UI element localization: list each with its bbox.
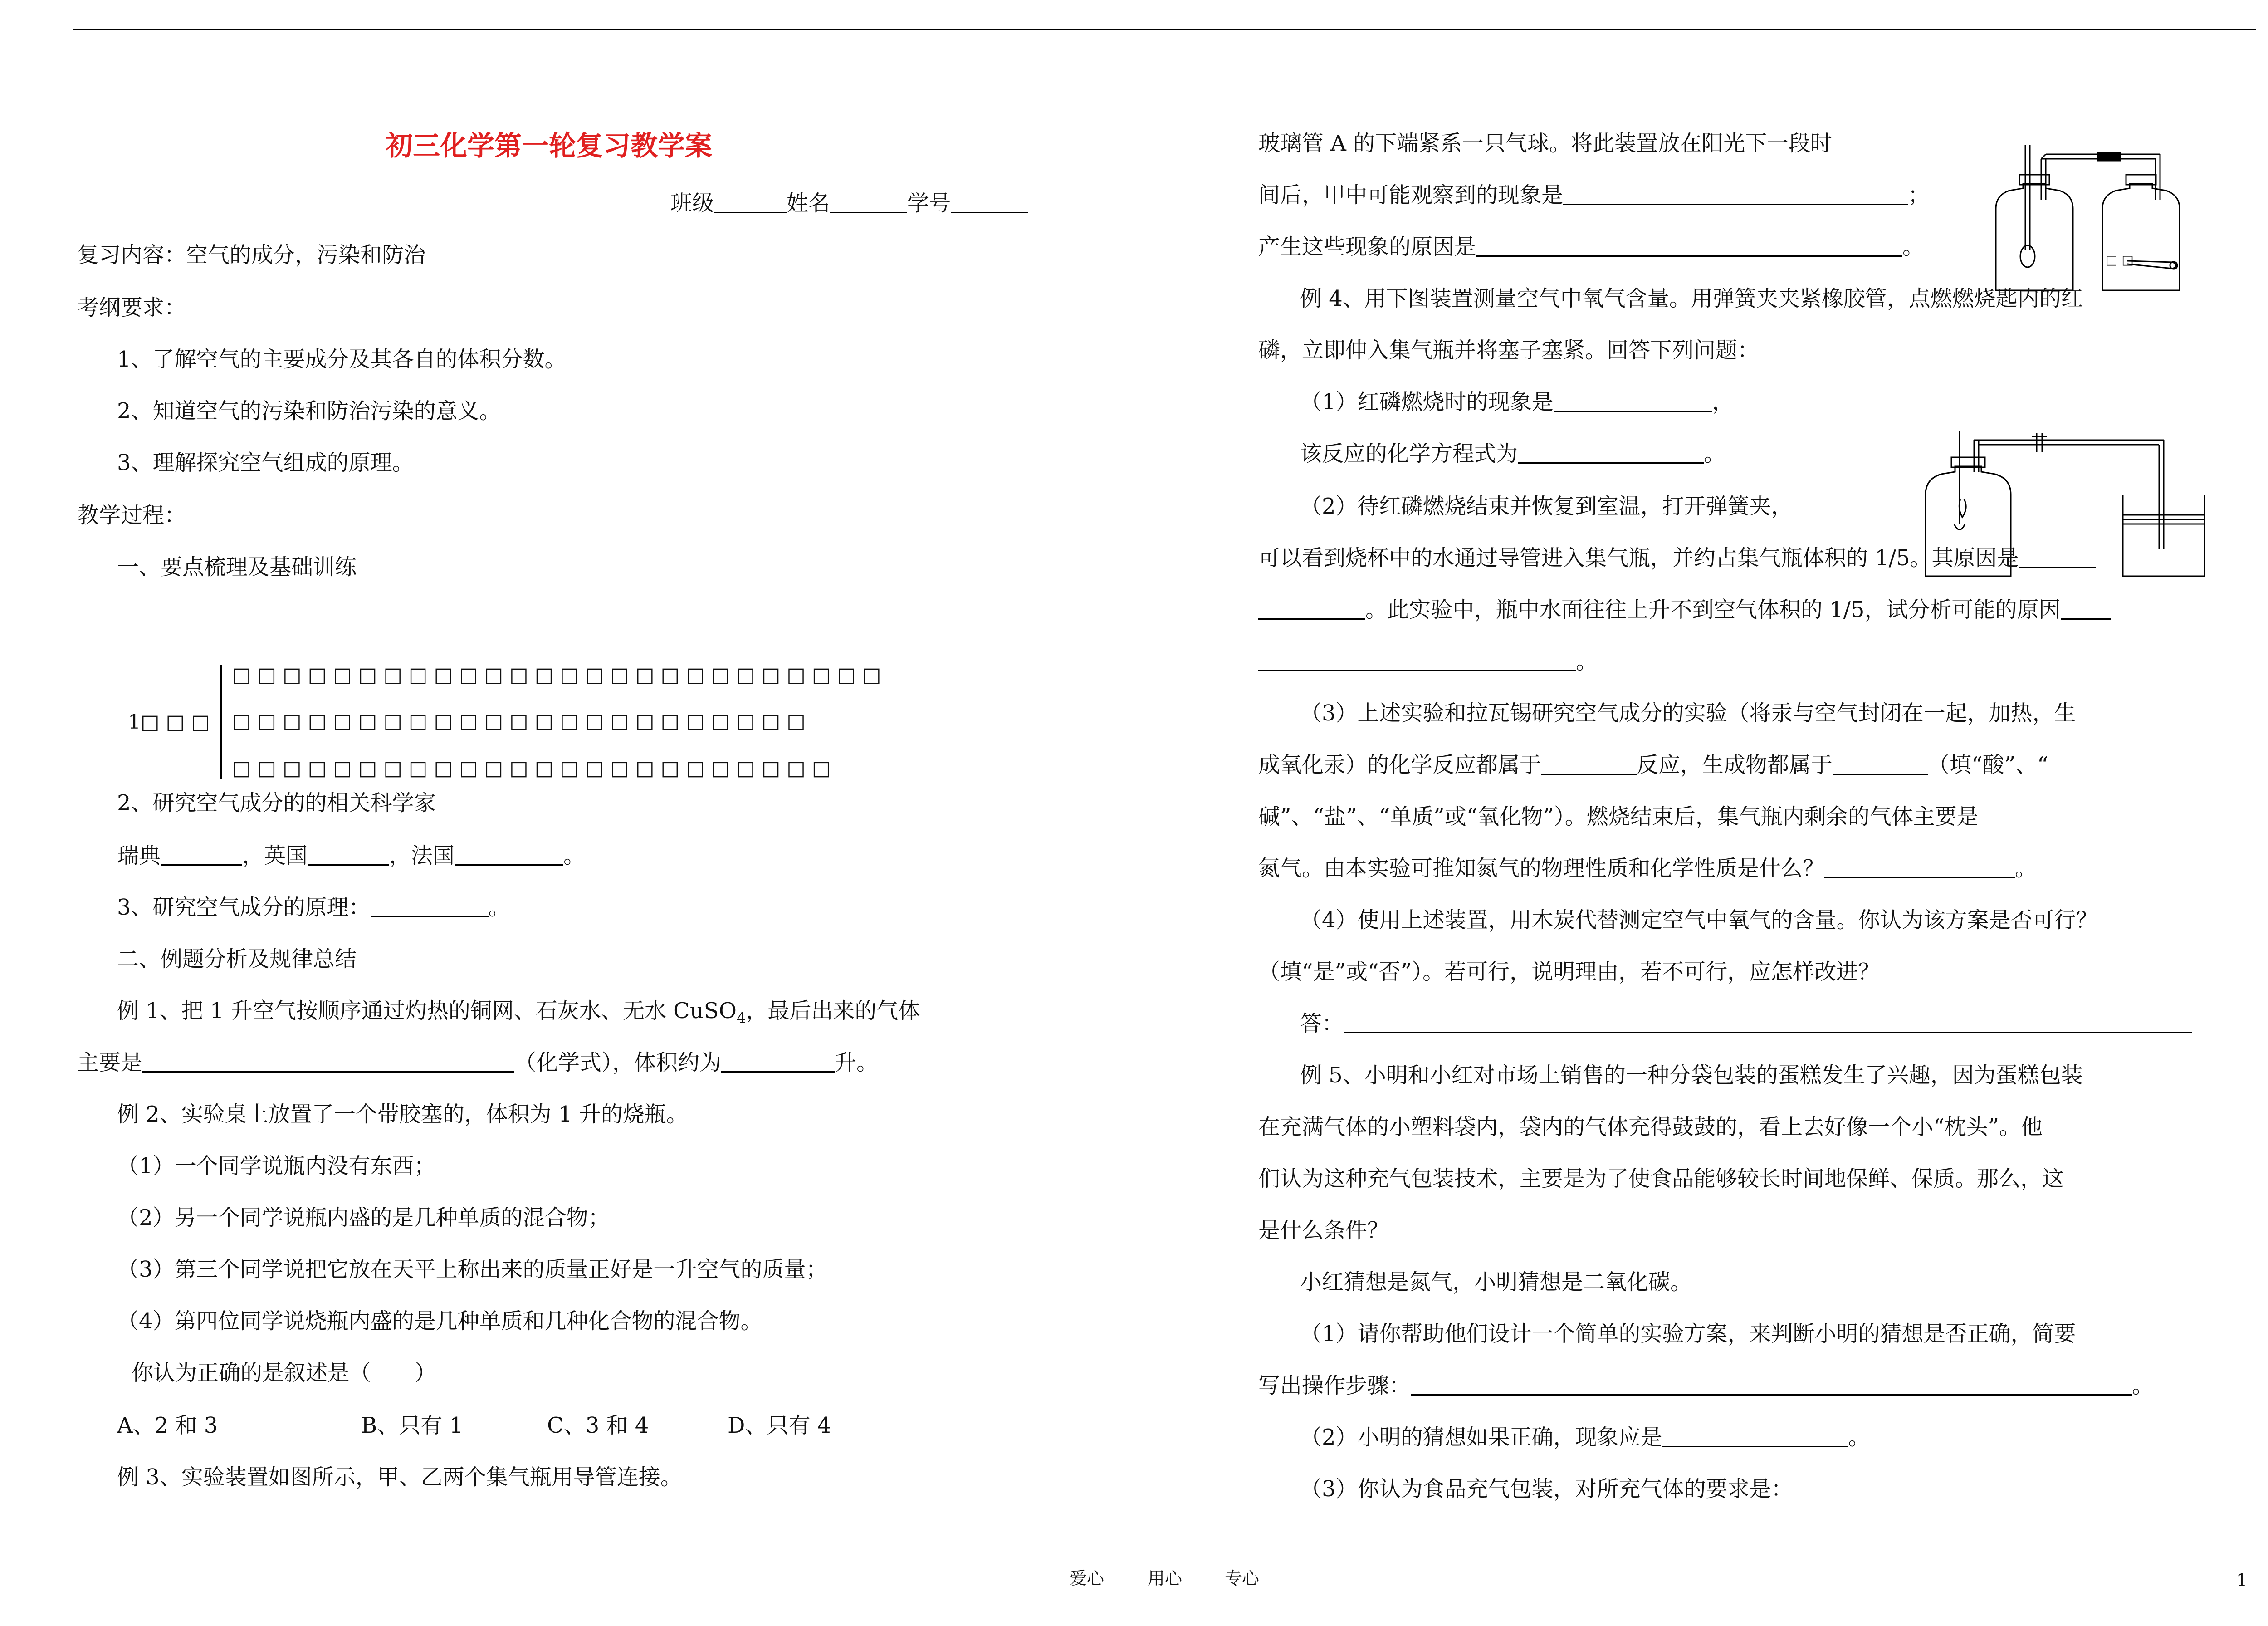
answer-blank[interactable] xyxy=(1344,1010,2192,1033)
france-blank[interactable] xyxy=(455,842,563,866)
example-2-item-4: （4）第四位同学说烧瓶内盛的是几种单质和几种化合物的混合物。 xyxy=(117,1308,763,1334)
example-1-subscript: 4 xyxy=(737,1009,746,1027)
q3-text-2: 反应，生成物都属于 xyxy=(1637,752,1833,778)
example-5-line-1: 例 5、小明和小红对市场上销售的一种分袋包装的蛋糕发生了兴趣，因为蛋糕包装 xyxy=(1300,1063,2083,1088)
question-3-end: 。 xyxy=(488,895,510,920)
example-4-q3-line-3: 碱”、“盐”、“单质”或“氧化物”）。燃烧结束后，集气瓶内剩余的气体主要是 xyxy=(1258,804,1979,829)
top-rule xyxy=(73,29,2256,30)
footer-love: 爱心 xyxy=(1070,1568,1105,1588)
right-line-1: 玻璃管 A 的下端紧系一只气球。将此装置放在阳光下一段时 xyxy=(1258,131,1833,156)
example-5-q2 xyxy=(1300,1424,1870,1451)
q3-text-4: 氮气。由本实验可推知氮气的物理性质和化学性质是什么？ xyxy=(1258,856,1825,881)
uk-label: ，英国 xyxy=(242,843,308,868)
option-b[interactable]: B、只有 1 xyxy=(361,1413,464,1438)
example-4-q3-line-1: （3）上述实验和拉瓦锡研究空气成分的实验（将汞与空气封闭在一起，加热，生 xyxy=(1300,700,2076,726)
apparatus-figure-1 xyxy=(1987,141,2186,299)
example-5-line-5: 小红猜想是氮气，小明猜想是二氧化碳。 xyxy=(1300,1269,1692,1295)
example-2-question: 你认为正确的是叙述是（ ） xyxy=(132,1360,437,1386)
example-4-q2-line-1: （2）待红磷燃烧结束并恢复到室温，打开弹簧夹， xyxy=(1300,494,1793,519)
example-5-line-2: 在充满气体的小塑料袋内，袋内的气体充得鼓鼓的，看上去好像一个小“枕头”。他 xyxy=(1258,1114,2043,1140)
example-1-text-b: ，最后出来的气体 xyxy=(746,998,920,1024)
number-blank[interactable] xyxy=(951,190,1028,213)
example-4-q3-line-2 xyxy=(1258,751,2048,779)
class-blank[interactable] xyxy=(714,190,787,213)
reaction-type-blank[interactable] xyxy=(1541,752,1637,775)
example-1-line-2 xyxy=(77,1049,878,1076)
example-3: 例 3、实验装置如图所示，甲、乙两个集气瓶用导管连接。 xyxy=(117,1464,682,1490)
example-4-q3-line-4 xyxy=(1258,855,2037,882)
example-2-item-3: （3）第三个同学说把它放在天平上称出来的质量正好是一升空气的质量； xyxy=(117,1257,828,1282)
example-4-q2-line-4 xyxy=(1258,648,1598,675)
outline-heading: 考纲要求： xyxy=(77,295,186,320)
example-1-line-1 xyxy=(117,997,920,1032)
section-1-heading: 一、要点梳理及基础训练 xyxy=(117,554,357,580)
brace-prefix: 1□ □ □ xyxy=(128,710,210,734)
option-d[interactable]: D、只有 4 xyxy=(728,1413,831,1438)
page-number: 1 xyxy=(2236,1570,2248,1590)
steps-label: 写出操作步骤： xyxy=(1258,1373,1411,1398)
example-5-line-3: 们认为这种充气包装技术，主要是为了使食品能够较长时间地保鲜、保质。那么，这 xyxy=(1258,1166,2064,1191)
q2-end: 。 xyxy=(1576,649,1598,674)
example-4-equation xyxy=(1300,440,1725,467)
france-label: ，法国 xyxy=(389,843,455,868)
example-1-text: 例 1、把 1 升空气按顺序通过灼热的铜网、石灰水、无水 CuSO xyxy=(117,998,737,1024)
equation-end: 。 xyxy=(1704,441,1726,466)
phenomenon-blank[interactable] xyxy=(1563,182,1908,205)
reason-label: 产生这些现象的原因是 xyxy=(1258,234,1476,260)
sweden-label: 瑞典 xyxy=(117,843,161,868)
q3-text-3: （填“酸”、“ xyxy=(1928,752,2048,778)
brace xyxy=(220,665,232,779)
q2-cause-blank-cont[interactable] xyxy=(1258,648,1576,671)
example-4-q4-line-2: （填“是”或“否”）。若可行，说明理由，若不可行，应怎样改进？ xyxy=(1258,959,1880,984)
q1-blank[interactable] xyxy=(1554,389,1712,412)
example-4-line-1: 例 4、用下图装置测量空气中氧气含量。用弹簧夹夹紧橡胶管，点燃燃烧匙内的红 xyxy=(1300,286,2083,311)
name-label: 姓名 xyxy=(787,191,831,216)
requirement-3: 3、理解探究空气组成的原理。 xyxy=(117,450,414,475)
q3-text-1: 成氧化汞）的化学反应都属于 xyxy=(1258,752,1542,778)
reason-end: 。 xyxy=(1902,234,1925,260)
question-2: 2、研究空气成分的的相关科学家 xyxy=(117,790,436,816)
phenomenon-end: ； xyxy=(1908,182,1930,208)
example-5-q1-line-1: （1）请你帮助他们设计一个简单的实验方案，来判断小明的猜想是否正确，简要 xyxy=(1300,1321,2076,1347)
requirement-2: 2、知道空气的污染和防治污染的意义。 xyxy=(117,398,501,424)
q2-text: 可以看到烧杯中的水通过导管进入集气瓶，并约占集气瓶体积的 1/5。其原因是 xyxy=(1258,545,2019,571)
example-4-q4-line-1: （4）使用上述装置，用木炭代替测定空气中氧气的含量。你认为该方案是否可行？ xyxy=(1300,907,2098,933)
volume-blank[interactable] xyxy=(721,1049,835,1073)
page-title: 初三化学第一轮复习教学案 xyxy=(386,130,712,162)
right-line-3 xyxy=(1258,233,1924,260)
example-2-item-2: （2）另一个同学说瓶内盛的是几种单质的混合物； xyxy=(117,1205,610,1230)
q2-phenomenon-label: （2）小明的猜想如果正确，现象应是 xyxy=(1300,1425,1662,1450)
scientists-row xyxy=(117,842,585,869)
option-a[interactable]: A、2 和 3 xyxy=(117,1413,218,1438)
example-1-text-d: （化学式），体积约为 xyxy=(514,1050,722,1075)
example-4-q2-line-3 xyxy=(1258,596,2111,623)
question-3 xyxy=(117,894,510,921)
phenomenon-label: 间后，甲中可能观察到的现象是 xyxy=(1258,182,1564,208)
uk-blank[interactable] xyxy=(308,842,389,866)
q2-cause-blank[interactable] xyxy=(2061,597,2111,620)
brace-line-2: □ □ □ □ □ □ □ □ □ □ □ □ □ □ □ □ □ □ □ □ □ □ □ xyxy=(232,710,806,733)
example-4-line-2: 磷，立即伸入集气瓶并将塞子塞紧。回答下列问题： xyxy=(1258,338,1760,363)
scientists-end: 。 xyxy=(563,843,586,868)
q2-phenomenon-blank[interactable] xyxy=(1662,1424,1848,1447)
example-1-text-c: 主要是 xyxy=(77,1050,143,1075)
class-label: 班级 xyxy=(670,191,714,216)
process-heading: 教学过程： xyxy=(77,503,186,528)
equation-label: 该反应的化学方程式为 xyxy=(1300,441,1518,466)
question-3-label: 3、研究空气成分的原理： xyxy=(117,895,371,920)
figure-1-label: □ □ xyxy=(2106,252,2134,267)
example-5-q3: （3）你认为食品充气包装，对所充气体的要求是： xyxy=(1300,1476,1793,1502)
steps-end: 。 xyxy=(2132,1373,2154,1398)
example-4-answer xyxy=(1300,1010,2192,1037)
option-c[interactable]: C、3 和 4 xyxy=(547,1413,649,1438)
example-5-line-4: 是什么条件？ xyxy=(1258,1218,1389,1243)
example-2: 例 2、实验桌上放置了一个带胶塞的，体积为 1 升的烧瓶。 xyxy=(117,1102,688,1127)
product-type-blank[interactable] xyxy=(1833,752,1928,775)
example-5-q1-line-2 xyxy=(1258,1372,2154,1399)
gas-formula-blank[interactable] xyxy=(142,1049,514,1073)
student-info xyxy=(670,190,1028,217)
q2-phenomenon-end: 。 xyxy=(1848,1425,1870,1450)
steps-blank[interactable] xyxy=(1411,1372,2132,1396)
review-content: 复习内容：空气的成分，污染和防治 xyxy=(77,242,426,268)
example-4-q1 xyxy=(1300,388,1734,416)
example-1-text-e: 升。 xyxy=(835,1050,879,1075)
nitrogen-property-blank[interactable] xyxy=(1824,855,2015,878)
equation-blank[interactable] xyxy=(1518,441,1704,464)
example-4-q2-line-2 xyxy=(1258,544,2096,572)
number-label: 学号 xyxy=(907,191,951,216)
q2-reason-blank-cont[interactable] xyxy=(1258,597,1365,620)
q3-end: 。 xyxy=(2015,856,2037,881)
answer-label: 答： xyxy=(1300,1011,1344,1036)
footer-care: 用心 xyxy=(1148,1568,1183,1588)
q1-label: （1）红磷燃烧时的现象是 xyxy=(1300,389,1554,415)
q2-reason-blank[interactable] xyxy=(2019,545,2096,568)
reason-blank[interactable] xyxy=(1476,234,1902,257)
brace-line-1: □ □ □ □ □ □ □ □ □ □ □ □ □ □ □ □ □ □ □ □ □ □ □ □ □ □ xyxy=(232,663,881,686)
brace-line-3: □ □ □ □ □ □ □ □ □ □ □ □ □ □ □ □ □ □ □ □ □ □ □ □ xyxy=(232,757,831,780)
q1-end: ， xyxy=(1712,389,1734,415)
principle-blank[interactable] xyxy=(371,894,489,917)
example-2-item-1: （1）一个同学说瓶内没有东西； xyxy=(117,1153,436,1179)
requirement-1: 1、了解空气的主要成分及其各自的体积分数。 xyxy=(117,347,567,372)
q2-text-c: 。此实验中，瓶中水面往往上升不到空气体积的 1/5，试分析可能的原因 xyxy=(1365,597,2061,622)
right-line-2 xyxy=(1258,181,1930,209)
sweden-blank[interactable] xyxy=(161,842,242,866)
section-2-heading: 二、例题分析及规律总结 xyxy=(117,946,357,972)
name-blank[interactable] xyxy=(830,190,907,213)
footer-focus: 专心 xyxy=(1225,1568,1260,1588)
